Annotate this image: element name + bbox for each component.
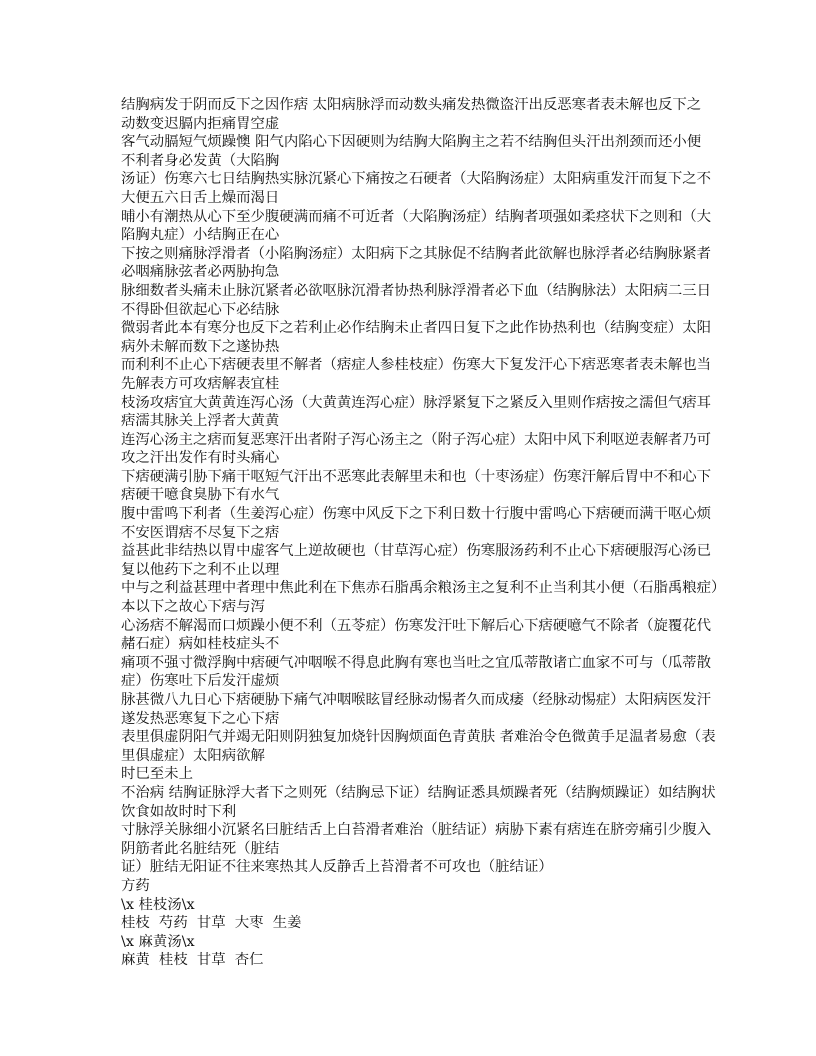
formula-ingredients: 麻黄 桂枝 甘草 杏仁 — [121, 952, 264, 969]
text-line: 证）脏结无阳证不往来寒热其人反静舌上苔滑者不可攻也（脏结证） — [121, 859, 553, 876]
text-line: 赭石症）病如桂枝症头不 — [121, 636, 280, 653]
text-line: 结胸病发于阴而反下之因作痞 太阳病脉浮而动数头痛发热微盗汗出反恶寒者表未解也反下之 — [121, 97, 702, 113]
formula-title: \x 桂枝汤\x — [121, 896, 195, 913]
text-line: 动数变迟膈内拒痛胃空虚 — [121, 115, 280, 132]
text-line: 陷胸丸症）小结胸正在心 — [121, 227, 280, 244]
text-line: 脉细数者头痛未止脉沉紧者必欲呕脉沉滑者协热利脉浮滑者必下血（结胸脉法）太阳病二三日 — [121, 282, 712, 299]
text-line: 大便五六日舌上燥而渴日 — [121, 189, 280, 206]
text-line: 连泻心汤主之痞而复恶寒汗出者附子泻心汤主之（附子泻心症）太阳中风下利呕逆表解者乃可 — [121, 431, 712, 448]
text-line: 枝汤攻痞宜大黄黄连泻心汤（大黄黄连泻心症）脉浮紧复下之紧反入里则作痞按之濡但气痞耳 — [121, 394, 712, 411]
text-line: 遂发热恶寒复下之心下痞 — [121, 710, 280, 727]
formula-ingredients: 桂枝 芍药 甘草 大枣 生姜 — [121, 915, 302, 932]
text-line: 痞硬干噫食臭胁下有水气 — [121, 487, 280, 504]
text-line: 脉甚微八九日心下痞硬胁下痛气冲咽喉眩冒经脉动惕者久而成痿（经脉动惕症）太阳病医发汗 — [121, 692, 712, 708]
text-line: 下按之则痛脉浮滑者（小陷胸汤症）太阳病下之其脉促不结胸者此欲解也脉浮者必结胸脉紧者 — [121, 245, 712, 262]
text-line: 汤证）伤寒六七日结胸热实脉沉紧心下痛按之石硬者（大陷胸汤症）太阳病重发汗而复下之不 — [121, 171, 712, 188]
text-line: 寸脉浮关脉细小沉紧名曰脏结舌上白苔滑者难治（脏结证）病胁下素有痞连在脐旁痛引少腹入 — [121, 822, 712, 839]
text-line: 本以下之故心下痞与泻 — [121, 599, 265, 616]
text-line: 心汤痞不解渴而口烦躁小便不利（五苓症）伤寒发汗吐下解后心下痞硬噫气不除者（旋覆花代 — [121, 617, 712, 634]
text-line: 里俱虚症）太阳病欲解 — [121, 747, 265, 764]
text-line: 先解表方可攻痞解表宜桂 — [121, 375, 280, 392]
section-heading: 方药 — [121, 877, 150, 894]
document-page — [121, 96, 726, 970]
text-line: 中与之利益甚理中者理中焦此利在下焦赤石脂禹余粮汤主之复利不止当利其小便（石脂禹粮症） — [121, 580, 726, 597]
text-line: 不利者身必发黄（大陷胸 — [121, 152, 280, 169]
text-line: 而利利不止心下痞硬表里不解者（痞症人参桂枝症）伤寒大下复发汗心下痞恶寒者表未解也当 — [121, 357, 712, 374]
text-line: 饮食如故时时下利 — [121, 803, 237, 820]
text-line: 症）伤寒吐下后发汗虚烦 — [121, 673, 280, 690]
text-line: 益甚此非结热以胃中虚客气上逆故硬也（甘草泻心症）伤寒服汤药利不止心下痞硬服泻心汤已 — [121, 543, 712, 560]
text-line: 痞濡其脉关上浮者大黄黄 — [121, 413, 280, 430]
text-line: 微弱者此本有寒分也反下之若利止必作结胸未止者四日复下之此作协热利也（结胸变症）太阳 — [121, 320, 712, 337]
text-line: 阴筋者此名脏结死（脏结 — [121, 840, 280, 857]
text-line: 表里俱虚阴阳气并竭无阳则阴独复加烧针因胸烦面色青黄肤 者难治令色微黄手足温者易愈（表 — [121, 729, 716, 746]
text-line: 不安医谓痞不尽复下之痞 — [121, 524, 280, 541]
text-line: 必咽痛脉弦者必两胁拘急 — [121, 264, 280, 281]
text-line: 病外未解而数下之遂协热 — [121, 338, 280, 355]
text-line: 客气动膈短气烦躁懊 阳气内陷心下因硬则为结胸大陷胸主之若不结胸但头汗出剂颈而还小便 — [121, 134, 702, 151]
text-line: 下痞硬满引胁下痛干呕短气汗出不恶寒此表解里未和也（十枣汤症）伤寒汗解后胃中不和心下 — [121, 468, 712, 485]
text-line: 不得卧但欲起心下必结脉 — [121, 301, 280, 318]
text-line: 复以他药下之利不止以理 — [121, 561, 280, 578]
text-line: 晡小有潮热从心下至少腹硬满而痛不可近者（大陷胸汤症）结胸者项强如柔痉状下之则和（大 — [121, 208, 712, 225]
text-line: 腹中雷鸣下利者（生姜泻心症）伤寒中风反下之下利日数十行腹中雷鸣心下痞硬而满干呕心烦 — [121, 506, 712, 523]
text-line: 不治病 结胸证脉浮大者下之则死（结胸忌下证）结胸证悉具烦躁者死（结胸烦躁证）如结胸状 — [121, 784, 716, 801]
formula-title: \x 麻黄汤\x — [121, 933, 195, 950]
text-line: 攻之汗出发作有时头痛心 — [121, 450, 280, 467]
text-line: 时巳至未上 — [121, 766, 193, 783]
text-line: 痛项不强寸微浮胸中痞硬气冲咽喉不得息此胸有寒也当吐之宜瓜蒂散诸亡血家不可与（瓜蒂散 — [121, 654, 712, 671]
